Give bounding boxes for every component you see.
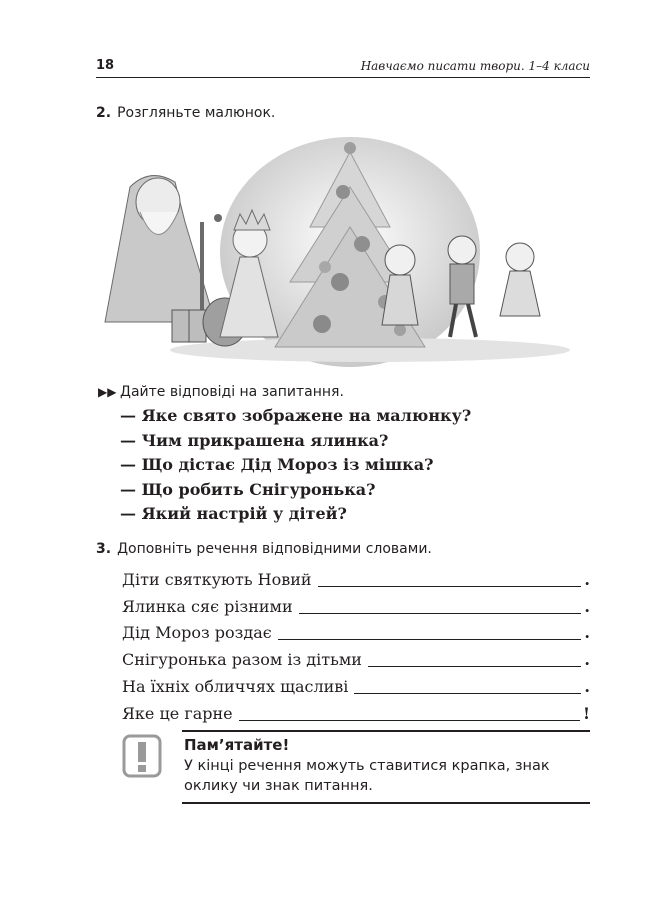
answer-blank[interactable] (239, 719, 580, 721)
task-3-title: Доповніть речення відповідними словами. (117, 541, 432, 557)
sentence-row (122, 700, 590, 727)
sentence-end-mark: . (584, 623, 590, 643)
sentence-text: Діти святкують Новий (122, 569, 312, 589)
answer-blank[interactable] (318, 585, 582, 587)
double-arrow-icon: ▶▶ (98, 385, 117, 399)
page-number: 18 (96, 58, 115, 73)
exclamation-icon (122, 734, 162, 778)
sentence-end-mark: . (584, 596, 590, 616)
sentence-row (122, 593, 590, 620)
sentence-row (122, 566, 590, 593)
task-2-heading (96, 105, 275, 121)
sentence-end-mark: . (584, 676, 590, 696)
task-3-number: 3. (96, 541, 112, 557)
sentence-text: Дід Мороз роздає (122, 623, 272, 643)
question-item: — Який настрій у дітей? (120, 504, 347, 523)
sentence-text: Яке це гарне (122, 703, 233, 723)
header-rule (96, 77, 590, 78)
answer-blank[interactable] (299, 612, 582, 614)
new-year-illustration (100, 132, 580, 372)
sentence-row (122, 673, 590, 700)
sentence-end-mark: . (584, 569, 590, 589)
sentence-end-mark: . (584, 650, 590, 670)
child-girl-right (500, 243, 540, 316)
answer-blank[interactable] (354, 692, 581, 694)
remember-note (122, 726, 590, 806)
note-top-rule (182, 730, 590, 732)
answer-blank[interactable] (368, 665, 581, 667)
task-2-title: Розгляньте малюнок. (117, 105, 276, 121)
child-boy (448, 236, 476, 337)
task-2-number: 2. (96, 105, 112, 121)
instruction-line (98, 380, 578, 404)
sentence-text: Снігуронька разом із дітьми (122, 650, 362, 670)
page-header (96, 58, 590, 78)
question-item: — Яке свято зображене на малюнку? (120, 406, 472, 425)
sentence-end-mark: ! (582, 703, 590, 723)
task-3-heading (96, 541, 432, 557)
question-item: — Що робить Снігуронька? (120, 479, 376, 499)
father-frost (105, 176, 222, 322)
note-text: У кінці речення можуть ставитися крапка, знак оклику чи знак питання. (184, 758, 550, 794)
sentence-text: Ялинка сяє різними (122, 596, 293, 616)
questions-block (98, 380, 578, 527)
question-item: — Що дістає Дід Мороз із мішка? (120, 455, 434, 474)
sentence-row (122, 646, 590, 673)
book-title: Навчаємо писати твори. 1–4 класи (360, 59, 590, 73)
sentence-text: На їхніх обличчях щасливі (122, 676, 349, 696)
note-bottom-rule (182, 802, 590, 804)
note-title: Пам’ятайте! (184, 736, 290, 754)
answer-blank[interactable] (278, 638, 582, 640)
question-item: — Чим прикрашена ялинка? (120, 430, 389, 450)
instruction-text: Дайте відповіді на запитання. (120, 384, 344, 400)
sentence-completion-list (122, 566, 590, 727)
sentence-row (122, 620, 590, 647)
